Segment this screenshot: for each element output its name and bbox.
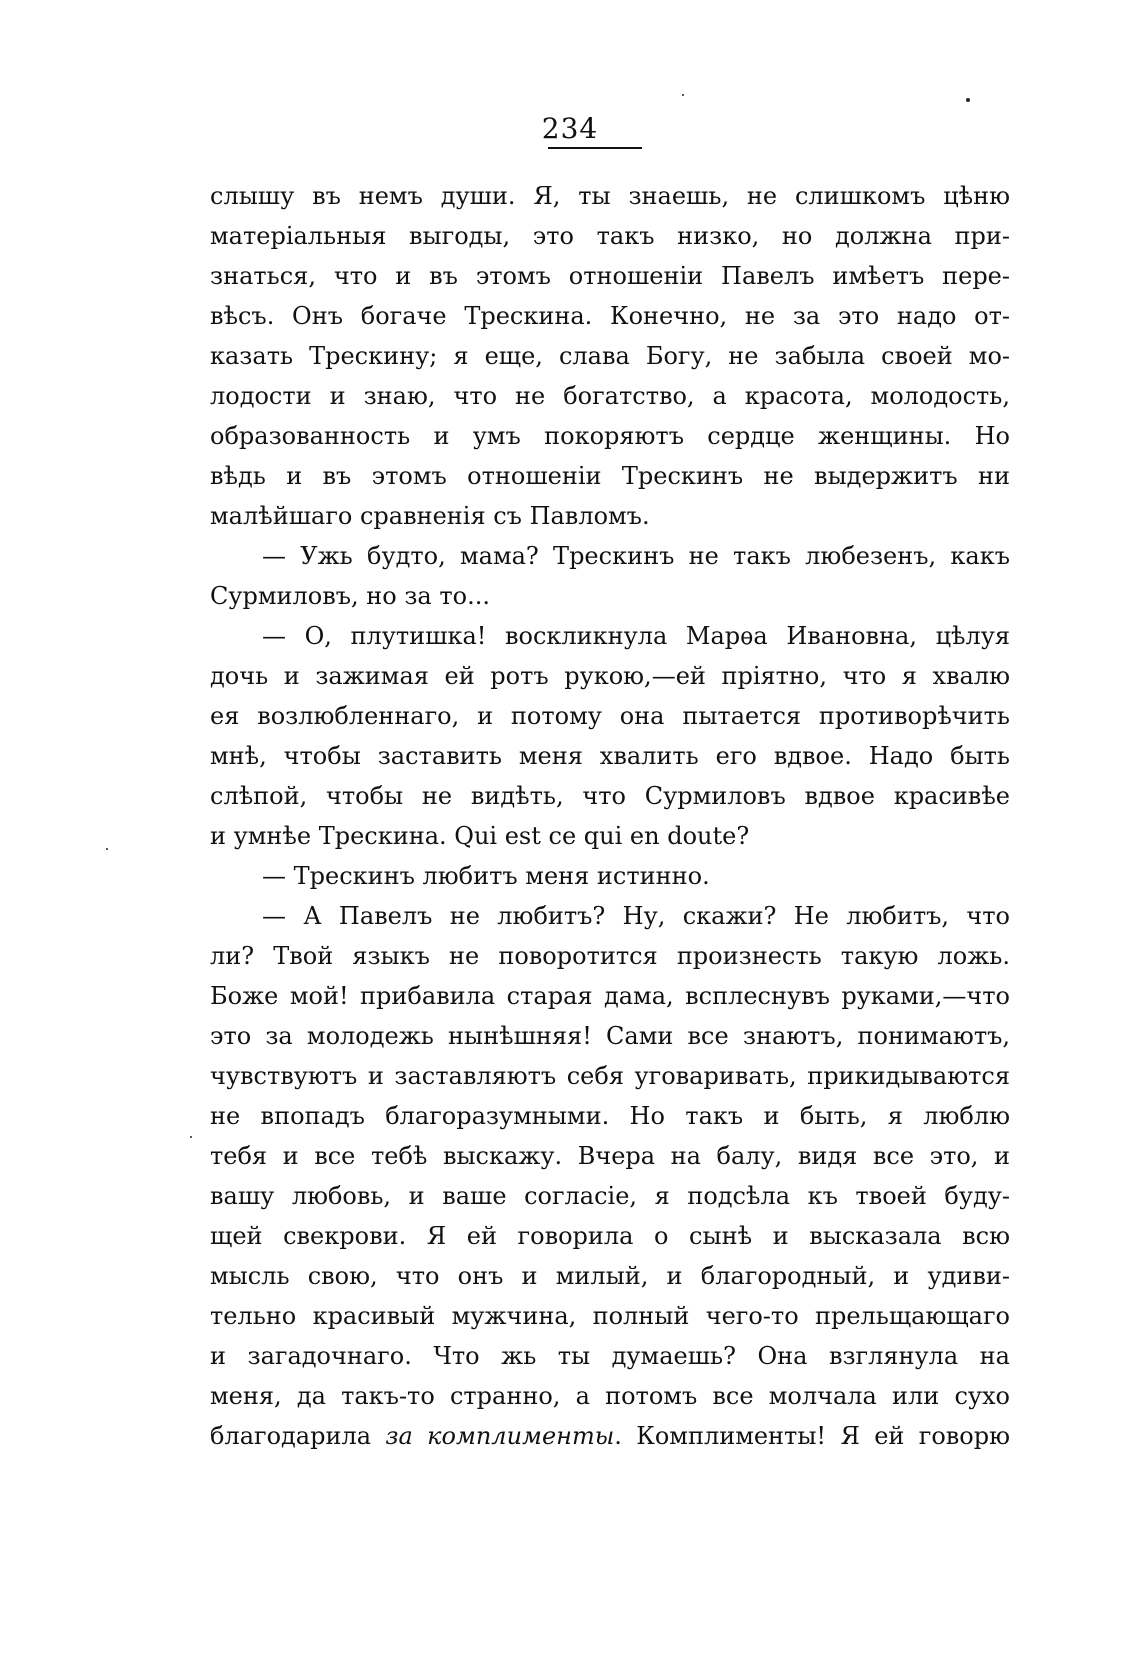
- text-line: Сурмиловъ, но за то...: [210, 582, 490, 610]
- text-segment: благодарила: [210, 1422, 386, 1450]
- dialogue-line: — Ужь будто, мама? Трескинъ не такъ любезенъ, какъ: [262, 542, 1010, 570]
- dialogue-line: — О, плутишка! воскликнула Марѳа Ивановна, цѣлуя: [262, 622, 1010, 650]
- text-line: образованность и умъ покоряютъ сердце женщины. Но: [210, 422, 1010, 450]
- text-line: Боже мой! прибавила старая дама, всплеснувъ руками,—что: [210, 982, 1010, 1010]
- text-line: чувствуютъ и заставляютъ себя уговаривать, прикидываются: [210, 1062, 1010, 1090]
- text-line: казать Трескину; я еще, слава Богу, не забыла своей мо-: [210, 342, 1010, 370]
- print-speck: [190, 1136, 192, 1138]
- text-line: лодости и знаю, что не богатство, а красота, молодость,: [210, 382, 1010, 410]
- italic-phrase: за комплименты: [385, 1422, 615, 1450]
- text-line: и умнѣе Трескина. Qui est ce qui en doute?: [210, 822, 750, 850]
- text-line: слѣпой, чтобы не видѣть, что Сурмиловъ вдвое красивѣе: [210, 782, 1010, 810]
- page-number: 234: [541, 112, 599, 145]
- dialogue-line: — Трескинъ любитъ меня истинно.: [262, 862, 710, 890]
- text-line: мысль свою, что онъ и милый, и благородный, и удиви-: [210, 1262, 1010, 1290]
- text-line: вѣсъ. Онъ богаче Трескина. Конечно, не за это надо от-: [210, 302, 1010, 330]
- dialogue-line: — А Павелъ не любитъ? Ну, скажи? Не любитъ, что: [262, 902, 1010, 930]
- text-line: матеріальныя выгоды, это такъ низко, но должна при-: [210, 222, 1010, 250]
- text-line: это за молодежь нынѣшняя! Сами все знаютъ, понимаютъ,: [210, 1022, 1010, 1050]
- page-number-underline: [548, 147, 642, 149]
- text-line: тебя и все тебѣ выскажу. Вчера на балу, видя все это, и: [210, 1142, 1010, 1170]
- text-line: дочь и зажимая ей ротъ рукою,—ей пріятно, что я хвалю: [210, 662, 1010, 690]
- text-line: слышу въ немъ души. Я, ты знаешь, не слишкомъ цѣню: [210, 182, 1010, 210]
- text-segment: . Комплименты! Я ей говорю: [614, 1422, 1010, 1450]
- print-speck: [106, 848, 108, 850]
- text-line: вѣдь и въ этомъ отношеніи Трескинъ не выдержитъ ни: [210, 462, 1010, 490]
- body-text: [210, 176, 1010, 1456]
- text-line: ли? Твой языкъ не поворотится произнесть такую ложь.: [210, 942, 1010, 970]
- text-line: малѣйшаго сравненія съ Павломъ.: [210, 502, 650, 530]
- text-line-last: [210, 1416, 1010, 1456]
- text-line: щей свекрови. Я ей говорила о сынѣ и высказала всю: [210, 1222, 1010, 1250]
- text-line: мнѣ, чтобы заставить меня хвалить его вдвое. Надо быть: [210, 742, 1010, 770]
- text-line: ея возлюбленнаго, и потому она пытается противорѣчить: [210, 702, 1010, 730]
- text-line: тельно красивый мужчина, полный чего-то прельщающаго: [210, 1302, 1010, 1330]
- text-line: и загадочнаго. Что жь ты думаешь? Она взглянула на: [210, 1342, 1010, 1370]
- text-line: вашу любовь, и ваше согласіе, я подсѣла къ твоей буду-: [210, 1182, 1010, 1210]
- text-line: знаться, что и въ этомъ отношеніи Павелъ имѣетъ пере-: [210, 262, 1010, 290]
- text-line: не впопадъ благоразумными. Но такъ и быть, я люблю: [210, 1102, 1010, 1130]
- print-speck: [682, 94, 684, 96]
- text-line: меня, да такъ-то странно, а потомъ все молчала или сухо: [210, 1382, 1010, 1410]
- print-speck: [966, 98, 970, 102]
